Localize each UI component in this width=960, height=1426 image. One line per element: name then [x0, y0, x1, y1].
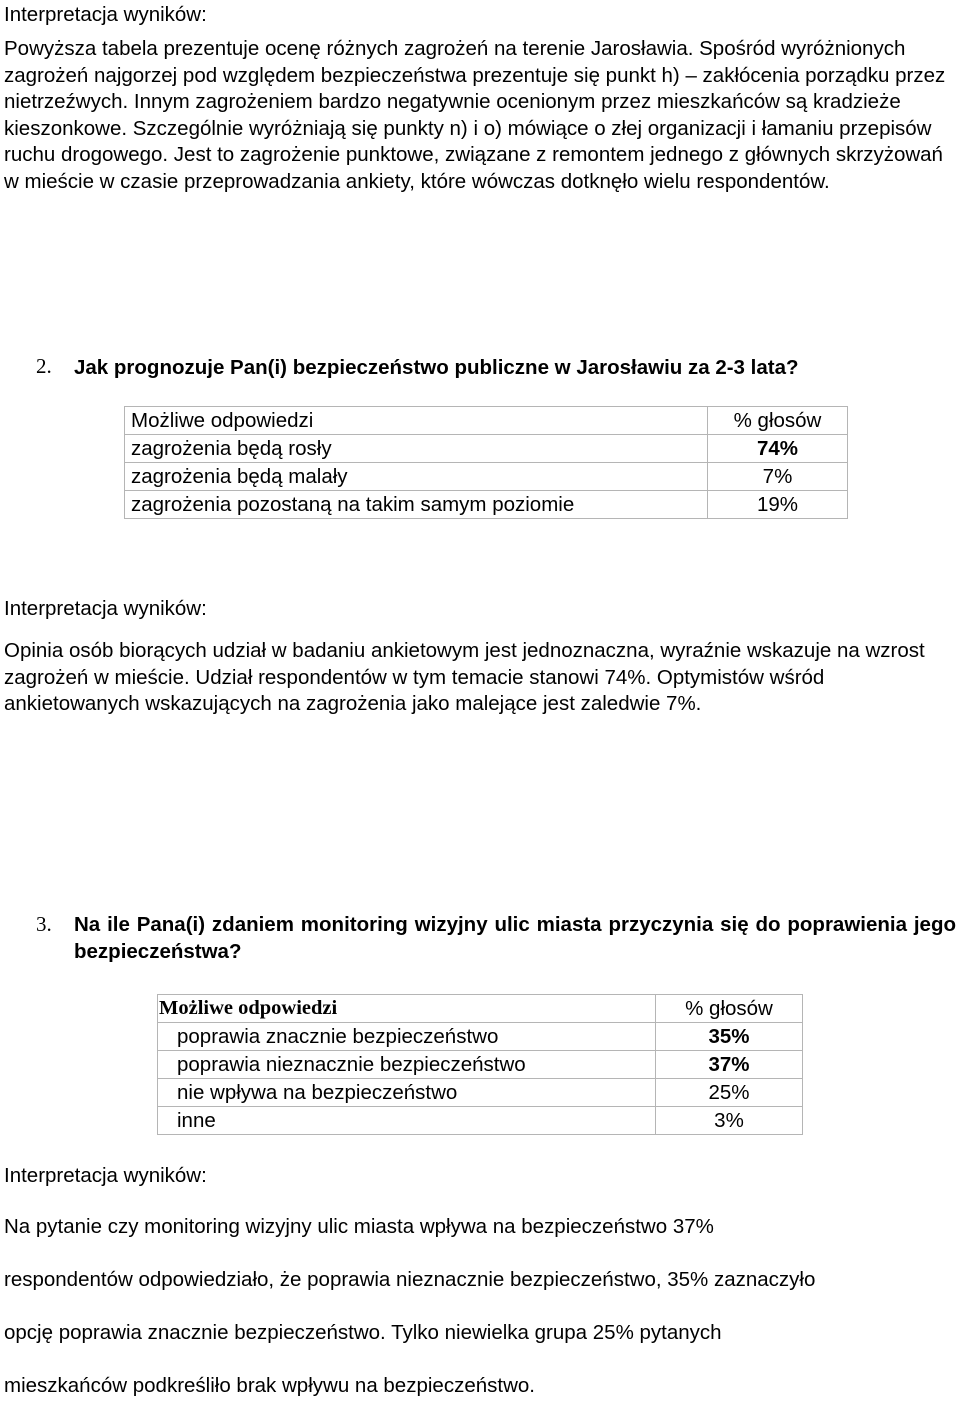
interpretation-paragraph — [4, 1214, 956, 1426]
percent-cell: 35% — [656, 1023, 803, 1051]
answers-table — [157, 994, 803, 1135]
header-percent: % głosów — [708, 407, 848, 435]
paragraph-line: Na pytanie czy monitoring wizyjny ulic miasta wpływa na bezpieczeństwo 37% — [4, 1215, 714, 1238]
paragraph-text: Opinia osób biorących udział w badaniu ankietowym jest jednoznaczna, wyraźnie wskazuje na wzrost zagrożeń w mieście. Udział respondentów w tym temacie stanowi 74%. Optymistów wśród ankietowanych wskazujących na zagrożenia jako malejące jest zaledwie 7%. — [4, 639, 925, 715]
answer-cell: zagrożenia pozostaną na takim samym poziomie — [125, 491, 708, 519]
table-row — [158, 1023, 803, 1051]
header-answer: Możliwe odpowiedzi — [125, 407, 708, 435]
interpretation-heading: Interpretacja wyników: — [4, 3, 207, 26]
answers-table — [124, 406, 848, 519]
header-answer: Możliwe odpowiedzi — [158, 995, 656, 1023]
interpretation-paragraph — [4, 638, 956, 718]
answer-cell: zagrożenia będą rosły — [125, 435, 708, 463]
table-row — [125, 491, 848, 519]
percent-cell: 74% — [708, 435, 848, 463]
paragraph-line: respondentów odpowiedziało, że poprawia nieznacznie bezpieczeństwo, 35% zaznaczyło — [4, 1268, 816, 1291]
table-header-row — [125, 407, 848, 435]
table-row — [158, 1051, 803, 1079]
answer-cell: nie wpływa na bezpieczeństwo — [158, 1079, 656, 1107]
question-text: Na ile Pana(i) zdaniem monitoring wizyjny ulic miasta przyczynia się do poprawienia jego bezpieczeństwa? — [74, 913, 956, 963]
interpretation-heading: Interpretacja wyników: — [4, 597, 207, 620]
percent-cell: 19% — [708, 491, 848, 519]
answer-cell: poprawia nieznacznie bezpieczeństwo — [158, 1051, 656, 1079]
interpretation-paragraph — [4, 36, 956, 195]
paragraph-text: Powyższa tabela prezentuje ocenę różnych zagrożeń na terenie Jarosławia. Spośród wyróżnionych zagrożeń najgorzej pod względem bezpieczeństwa prezentuje się punkt h) – zakłócenia porządku przez nietrzeźwych. Innym zagrożeniem bardzo negatywnie ocenionym przez mieszkańców są kradzieże kieszonkowe. Szczególnie wyróżniają się punkty n) i o) mówiące o złej organizacji i łamaniu przepisów ruchu drogowego. Jest to zagrożenie punktowe, związane z remontem jednego z głównych skrzyżowań w mieście w czasie przeprowadzania ankiety, które wówczas dotknęło wielu respondentów. — [4, 37, 946, 193]
table-header-row — [158, 995, 803, 1023]
percent-cell: 7% — [708, 463, 848, 491]
table-row — [158, 1107, 803, 1135]
answer-cell: inne — [158, 1107, 656, 1135]
table-row — [125, 435, 848, 463]
answer-cell: zagrożenia będą malały — [125, 463, 708, 491]
interpretation-heading: Interpretacja wyników: — [4, 1164, 207, 1187]
question-number: 3. — [36, 912, 52, 936]
paragraph-line: mieszkańców podkreśliło brak wpływu na bezpieczeństwo. — [4, 1374, 535, 1397]
percent-cell: 3% — [656, 1107, 803, 1135]
percent-cell: 25% — [656, 1079, 803, 1107]
question-text: Jak prognozuje Pan(i) bezpieczeństwo publiczne w Jarosławiu za 2-3 lata? — [74, 356, 799, 379]
table-row — [125, 463, 848, 491]
answer-cell: poprawia znacznie bezpieczeństwo — [158, 1023, 656, 1051]
question-number: 2. — [36, 354, 52, 378]
header-percent: % głosów — [656, 995, 803, 1023]
table-row — [158, 1079, 803, 1107]
percent-cell: 37% — [656, 1051, 803, 1079]
paragraph-line: opcję poprawia znacznie bezpieczeństwo. Tylko niewielka grupa 25% pytanych — [4, 1321, 722, 1344]
